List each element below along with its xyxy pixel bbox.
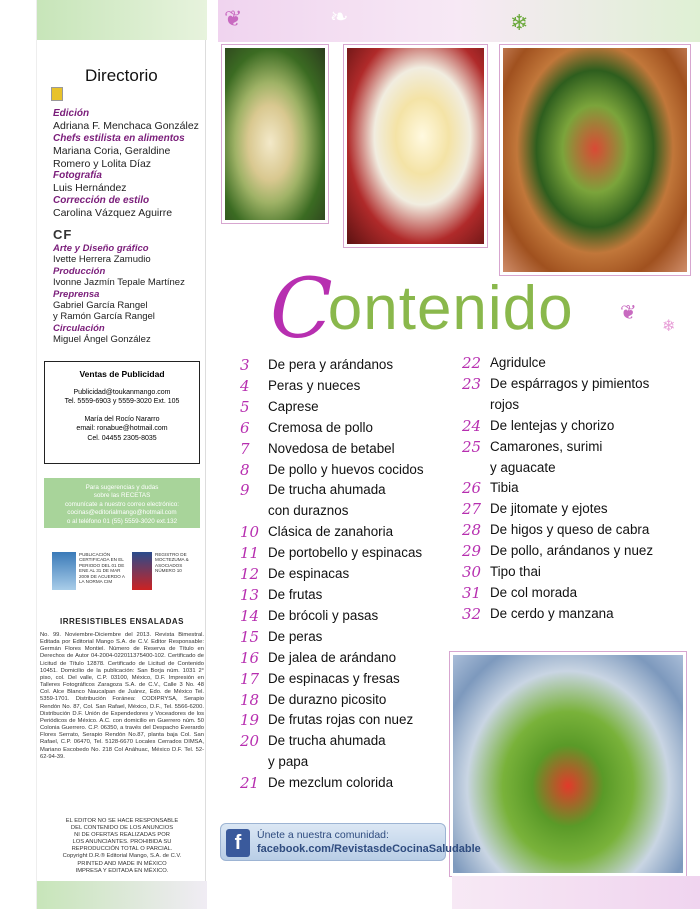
toc-entry[interactable] [462, 353, 662, 374]
suggestions-phone: o al teléfono 01 (55) 5559-3020 ext.132 [66, 517, 178, 525]
ventas-phone: Tel. 5559-6903 y 5559-3020 Ext. 105 [64, 398, 180, 405]
toc-page-number: 23 [462, 374, 482, 393]
toc-entry-title: De col morada [490, 584, 578, 600]
legal-footer-line: LOS ANUNCIANTES. PROHIBIDA SU [72, 839, 172, 846]
staff-role: Preprensa [53, 288, 100, 300]
suggestions-email[interactable]: cocinas@editorialmango@hotmail.com [67, 509, 177, 517]
toc-entry[interactable] [240, 543, 440, 564]
toc-entry-title: Tibia [490, 480, 519, 496]
toc-entry[interactable] [462, 478, 662, 499]
toc-entry-title: Tipo thai [490, 564, 541, 580]
toc-entry-title: Cremosa de pollo [268, 419, 373, 435]
toc-entry-title: De durazno picosito [268, 691, 387, 707]
toc-page-number: 11 [240, 544, 260, 563]
toc-page-number: 7 [240, 439, 250, 458]
toc-page-number: 28 [462, 521, 482, 540]
swirl-ornament-icon: ❦ [620, 302, 637, 324]
sidebar-top-band [37, 0, 207, 40]
swirl-ornament-icon: ❧ [330, 4, 349, 29]
certification-logos [52, 552, 198, 596]
salad-photo-fruit [222, 45, 328, 223]
toc-page-number: 16 [240, 648, 260, 667]
cim-certification-text: PUBLICACIÓN CERTIFICADA EN EL PERIODO DEL 01 DE ENE AL 31 DE MAR 2009 DE ACUERDO A LA NORMA CIM [79, 552, 125, 585]
legal-footer [40, 818, 204, 875]
salad-photo-egg [344, 45, 487, 247]
contents-title-initial: C [270, 262, 334, 357]
salad-photo-spinach-strawberry [500, 45, 690, 275]
staff-role: Edición [53, 108, 90, 119]
toc-page-number: 14 [240, 606, 260, 625]
salad-photo-tomato-beans [450, 652, 686, 876]
legal-text: No. 99. Noviembre-Diciembre del 2013. Revista Bimestral. Editada por Editorial Mango S.A. de C.V. Editor Responsable: Germán Flores Montiel. Número de Reserva de Título en Derechos de Autor 04-2004-022011375400-102. Certificado de Licitud de Título 12878. Certificado de Licitud de Contenido 10451. Domicilio de la publicación: San Borja núm. 1031 2° piso, col. Del valle, C.P. 03100, México, D.F. Impresión en Talleres Fotográficos Zaragoza S.A. de C.V., Calle 3 No. 48 Col. Alce Blanco Naucalpan de Juárez, Edo. de México Tel. 5359-1701. Distribución Foránea: CODIPRYSA, Serapio Rendón No. 87, Col. San Rafael, México, D.F., Tel. 5566-6200. Distribución D.F. Unión de Expendedores y Voceadores de los Periódicos de México. A.C. con domicilio en Guerrero núm. 50 Colonia Guerrero. C.P. 06350, a través del Despacho Everardo Flores Serrato, Serapio Rendón No.87, planta baja Col. San Rafael, C.P. 06470, Tel. 5128-6670 Locales Cerrados DIMSA, Mariano Escobedo No. 218 Col Anáhuac, México D.F. Tel. 52-62-94-39. [40, 632, 204, 760]
toc-entry[interactable] [240, 710, 440, 731]
toc-entry-title: con duraznos [268, 503, 349, 519]
snowflake-icon: ❄ [662, 318, 676, 335]
mango-logo-icon [51, 87, 63, 101]
toc-entry[interactable] [462, 583, 662, 604]
legal-footer-line: PRINTED AND MADE IN MÉXICO [77, 860, 167, 867]
toc-entry[interactable] [240, 522, 440, 543]
staff-role: Fotografía [53, 170, 102, 182]
toc-entry[interactable] [462, 437, 662, 458]
staff-name: Mariana Coria, Geraldine [53, 145, 171, 158]
toc-page-number: 24 [462, 416, 482, 435]
toc-entry[interactable] [462, 520, 662, 541]
staff-role: Chefs estilista en alimentos [53, 132, 185, 144]
ventas-contact-name: María del Rocío Nararro [84, 415, 160, 423]
toc-entry-title: De trucha ahumada [268, 482, 386, 498]
staff-role: Corrección de estilo [53, 194, 150, 206]
toc-entry-title: De pera y arándanos [268, 357, 394, 372]
toc-entry-title: Camarones, surimi [490, 438, 603, 454]
facebook-banner[interactable] [220, 823, 481, 861]
toc-entry-title: Caprese [268, 398, 319, 414]
legal-footer-line: IMPRESA Y EDITADA EN MÉXICO. [75, 867, 169, 874]
contents-title-rest: ontenido [327, 274, 574, 343]
toc-entry[interactable] [462, 499, 662, 520]
staff-name: Miguel Ángel González [53, 334, 151, 346]
staff-name: Gabriel García Rangel [53, 300, 148, 312]
toc-entry-title: De mezclum colorida [268, 775, 394, 791]
toc-entry-title: De cerdo y manzana [490, 605, 614, 621]
directory-title: Directorio [85, 66, 158, 85]
moctezuma-registry-logo [132, 552, 152, 590]
toc-entry[interactable] [462, 374, 662, 395]
advertising-sales-box [44, 361, 200, 464]
toc-entry[interactable] [462, 395, 662, 416]
toc-entry[interactable] [462, 416, 662, 437]
toc-entry-title: Peras y nueces [268, 377, 361, 393]
toc-entry-title: De espárragos y pimientos [490, 375, 650, 391]
ventas-title: Ventas de Publicidad [79, 369, 165, 379]
staff-name: Luis Hernández [53, 182, 127, 195]
toc-entry-title: De lentejas y chorizo [490, 417, 615, 433]
toc-entry[interactable] [240, 585, 440, 606]
toc-entry-title: De frutas rojas con nuez [268, 712, 414, 728]
toc-entry[interactable] [240, 439, 440, 460]
toc-page-number: 27 [462, 500, 482, 519]
toc-entry-title: De pollo y huevos cocidos [268, 461, 424, 477]
toc-entry[interactable] [240, 690, 440, 711]
toc-entry-title: rojos [490, 396, 520, 412]
staff-role: Producción [53, 265, 106, 277]
toc-entry-title: Agridulce [490, 355, 546, 370]
ventas-contact-email[interactable]: email: ronabue@hotmail.com [76, 425, 168, 432]
toc-page-number: 15 [240, 627, 260, 646]
toc-entry[interactable] [240, 773, 440, 794]
staff-name: Carolina Vázquez Aguirre [53, 207, 173, 220]
toc-entry[interactable] [240, 627, 440, 648]
toc-page-number: 19 [240, 711, 260, 730]
legal-footer-line: DEL CONTENIDO DE LOS ANUNCIOS [70, 825, 174, 832]
snowflake-icon: ❄ [510, 10, 529, 35]
toc-entry[interactable] [240, 606, 440, 627]
legal-footer-line: NI DE OFERTAS REALIZADAS POR [74, 832, 170, 839]
toc-entry[interactable] [240, 501, 440, 522]
toc-entry[interactable] [462, 458, 662, 479]
contents-list-col1 [240, 355, 440, 794]
ventas-contact-cel: Cel. 04455 2305-8035 [87, 434, 157, 442]
toc-page-number: 6 [240, 418, 250, 437]
toc-page-number: 30 [462, 563, 482, 582]
toc-entry[interactable] [240, 731, 440, 752]
toc-page-number: 25 [462, 437, 482, 456]
toc-page-number: 26 [462, 479, 482, 498]
suggestions-box [44, 478, 200, 528]
toc-entry-title: De espinacas y fresas [268, 670, 400, 686]
facebook-icon: f [226, 829, 250, 857]
ventas-email[interactable]: Publicidad@toukanmango.com [73, 388, 171, 396]
toc-entry-title: De jalea de arándano [268, 649, 397, 665]
toc-page-number: 8 [240, 460, 250, 479]
staff-name: y Ramón García Rangel [53, 311, 155, 323]
legal-footer-line: REPRODUCCIÓN TOTAL O PARCIAL. [71, 846, 173, 853]
staff-name: Adriana F. Menchaca González [53, 120, 199, 133]
suggestions-line: comunícate a nuestro correo electrónico: [64, 500, 180, 508]
contents-title [270, 254, 574, 357]
toc-entry[interactable] [240, 397, 440, 418]
toc-page-number: 12 [240, 565, 260, 584]
toc-entry-title: De brócoli y pasas [268, 607, 379, 623]
staff-name: Ivonne Jazmín Tepale Martínez [53, 277, 185, 289]
toc-entry[interactable] [240, 669, 440, 690]
moctezuma-registry-text: REGISTRO DE MOCTEZUMA & ASOCIADOS NÚMERO 10 [155, 552, 189, 574]
staff-name: Ivette Herrera Zamudio [53, 254, 151, 266]
facebook-url[interactable]: facebook.com/RevistasdeCocinaSaludable [257, 843, 481, 855]
toc-entry-title: De portobello y espinacas [268, 545, 423, 561]
toc-page-number: 10 [240, 523, 260, 542]
toc-entry-title: De espinacas [268, 566, 350, 582]
cim-certification-logo [52, 552, 76, 590]
toc-page-number: 17 [240, 669, 260, 688]
toc-entry-title: De jitomate y ejotes [490, 501, 608, 517]
toc-entry[interactable] [462, 541, 662, 562]
publication-title: IRRESISTIBLES ENSALADAS [60, 617, 184, 626]
toc-entry[interactable] [240, 648, 440, 669]
toc-entry[interactable] [240, 752, 440, 773]
toc-page-number: 5 [240, 397, 250, 416]
suggestions-line: sobre las RECETAS [93, 492, 151, 500]
toc-page-number: 31 [462, 583, 482, 602]
toc-entry-title: Novedosa de betabel [268, 440, 395, 456]
toc-page-number: 18 [240, 690, 260, 709]
toc-entry-title: De trucha ahumada [268, 733, 386, 749]
toc-entry[interactable] [462, 604, 662, 625]
toc-entry-title: Clásica de zanahoria [268, 524, 394, 540]
sidebar-bottom-band [37, 881, 207, 909]
toc-page-number: 3 [240, 356, 250, 374]
toc-entry[interactable] [462, 562, 662, 583]
legal-footer-line: Copyright D.R.® Editorial Mango, S.A. de C.V. [62, 853, 182, 860]
swirl-ornament-icon: ❦ [224, 6, 243, 31]
cf-logo: CF [53, 227, 73, 242]
toc-entry-title: y papa [268, 754, 309, 770]
toc-entry-title: De pollo, arándanos y nuez [490, 543, 654, 559]
toc-page-number: 29 [462, 542, 482, 561]
facebook-line1: Únete a nuestra comunidad: [257, 829, 389, 841]
toc-page-number: 32 [462, 604, 482, 623]
toc-page-number: 4 [240, 376, 250, 395]
toc-entry[interactable] [240, 460, 440, 481]
toc-entry-title: De frutas [268, 586, 323, 602]
legal-footer-line: EL EDITOR NO SE HACE RESPONSABLE [65, 818, 179, 824]
toc-entry[interactable] [240, 376, 440, 397]
toc-entry[interactable] [240, 564, 440, 585]
header-decorative-band [218, 0, 700, 42]
toc-page-number: 13 [240, 585, 260, 604]
contents-list-col2 [462, 353, 662, 625]
toc-entry-title: y aguacate [490, 459, 556, 475]
toc-entry[interactable] [240, 355, 440, 376]
toc-page-number: 9 [240, 481, 250, 500]
staff-credits [53, 108, 203, 220]
staff-role: Arte y Diseño gráfico [53, 243, 149, 254]
toc-entry-title: De higos y queso de cabra [490, 522, 650, 538]
staff-credits-2 [53, 243, 203, 346]
suggestions-line: Para sugerencias y dudas [85, 484, 159, 491]
toc-entry[interactable] [240, 418, 440, 439]
staff-role: Circulación [53, 322, 105, 334]
toc-entry[interactable] [240, 480, 440, 501]
toc-page-number: 20 [240, 732, 260, 751]
toc-entry-title: De peras [268, 628, 323, 644]
toc-page-number: 21 [240, 774, 260, 793]
footer-decorative-band [452, 876, 700, 909]
toc-page-number: 22 [462, 354, 482, 372]
staff-name: Romero y Lolita Díaz [53, 157, 152, 170]
